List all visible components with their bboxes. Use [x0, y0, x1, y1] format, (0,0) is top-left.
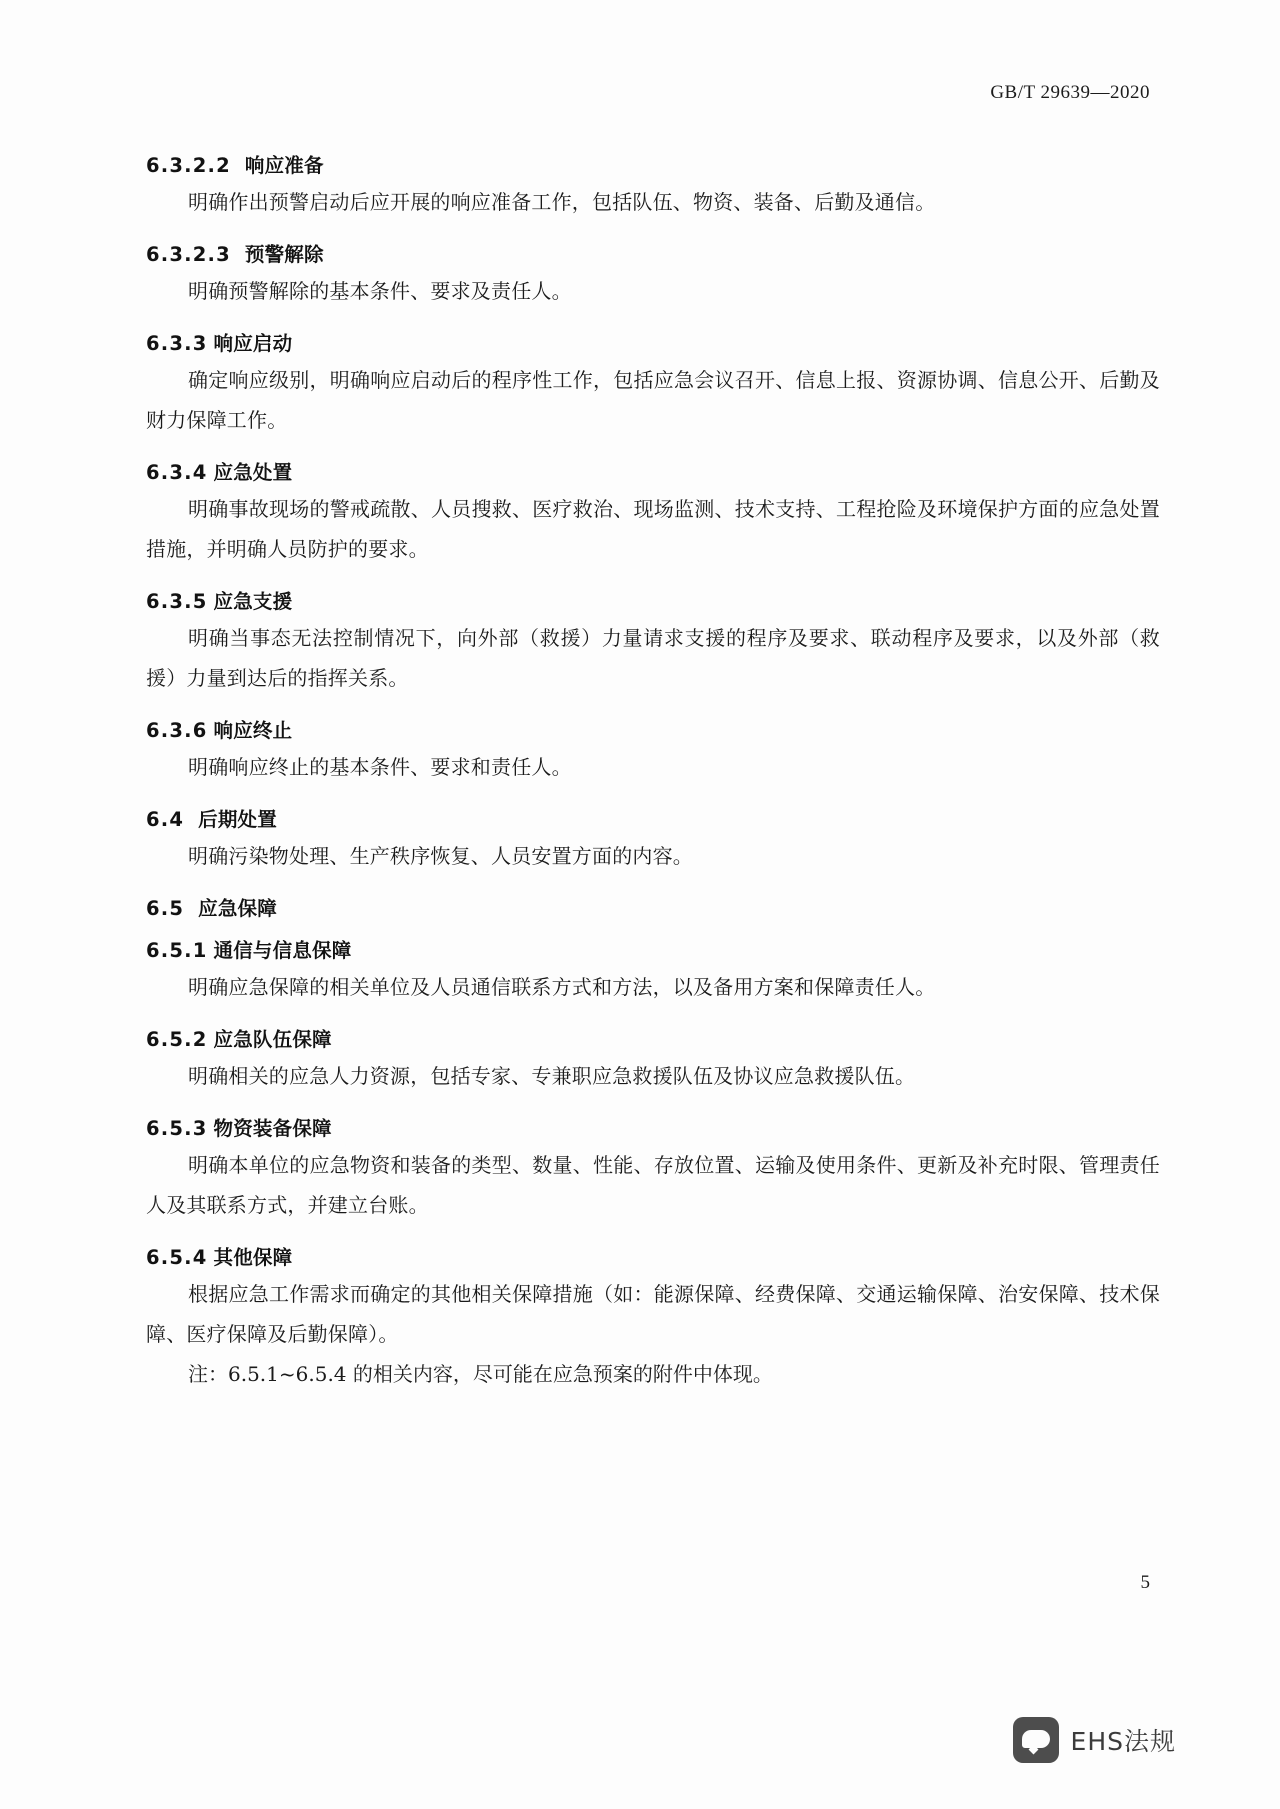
section-paragraph: 明确响应终止的基本条件、要求和责任人。 [188, 755, 572, 779]
section-heading: 6.4 后期处置 [146, 808, 277, 831]
section-title: 应急队伍保障 [213, 1028, 332, 1051]
section-heading: 6.5.2 应急队伍保障 [146, 1028, 332, 1051]
section-heading: 6.3.4 应急处置 [146, 461, 293, 484]
section-title: 其他保障 [213, 1246, 293, 1269]
section-paragraph: 明确作出预警启动后应开展的响应准备工作，包括队伍、物资、装备、后勤及通信。 [188, 190, 936, 214]
section-paragraph: 根据应急工作需求而确定的其他相关保障措施（如：能源保障、经费保障、交通运输保障、治安保障、技术保障、医疗保障及后勤保障）。 [146, 1282, 1160, 1346]
section-note: 注：6.5.1~6.5.4 的相关内容，尽可能在应急预案的附件中体现。 [188, 1362, 773, 1386]
section-title: 响应准备 [244, 154, 324, 177]
section-title: 通信与信息保障 [213, 939, 352, 962]
section-6-5 [146, 893, 1160, 921]
section-title: 物资装备保障 [213, 1117, 332, 1140]
section-paragraph: 确定响应级别，明确响应启动后的程序性工作，包括应急会议召开、信息上报、资源协调、信息公开、后勤及财力保障工作。 [146, 368, 1160, 432]
section-heading: 6.5.4 其他保障 [146, 1246, 293, 1269]
section-title: 后期处置 [198, 808, 277, 831]
section-paragraph: 明确当事态无法控制情况下，向外部（救援）力量请求支援的程序及要求、联动程序及要求，以及外部（救援）力量到达后的指挥关系。 [146, 626, 1160, 690]
section-title: 应急处置 [213, 461, 293, 484]
section-6-3-2-2 [146, 150, 1160, 222]
section-6-3-6 [146, 715, 1160, 787]
section-paragraph: 明确污染物处理、生产秩序恢复、人员安置方面的内容。 [188, 844, 693, 868]
section-heading: 6.5 应急保障 [146, 897, 277, 920]
section-heading: 6.5.1 通信与信息保障 [146, 939, 352, 962]
section-6-3-3 [146, 328, 1160, 440]
page-header-standard-number: GB/T 29639—2020 [990, 82, 1150, 103]
section-heading: 6.3.6 响应终止 [146, 719, 293, 742]
section-heading: 6.3.3 响应启动 [146, 332, 293, 355]
section-title: 响应终止 [213, 719, 293, 742]
section-title: 应急保障 [198, 897, 277, 920]
section-6-3-2-3 [146, 239, 1160, 311]
section-paragraph: 明确本单位的应急物资和装备的类型、数量、性能、存放位置、运输及使用条件、更新及补充时限、管理责任人及其联系方式，并建立台账。 [146, 1153, 1160, 1217]
section-heading: 6.3.5 应急支援 [146, 590, 293, 613]
section-paragraph: 明确预警解除的基本条件、要求及责任人。 [188, 279, 572, 303]
section-6-5-2 [146, 1024, 1160, 1096]
section-title: 应急支援 [213, 590, 293, 613]
page-number: 5 [1140, 1572, 1150, 1593]
section-heading: 6.3.2.2 响应准备 [146, 154, 324, 177]
section-paragraph: 明确应急保障的相关单位及人员通信联系方式和方法，以及备用方案和保障责任人。 [188, 975, 936, 999]
section-title: 预警解除 [244, 243, 324, 266]
section-6-3-5 [146, 586, 1160, 698]
section-6-5-4 [146, 1242, 1160, 1394]
section-paragraph: 明确相关的应急人力资源，包括专家、专兼职应急救援队伍及协议应急救援队伍。 [188, 1064, 916, 1088]
wechat-logo-icon [1013, 1717, 1059, 1763]
section-paragraph: 明确事故现场的警戒疏散、人员搜救、医疗救治、现场监测、技术支持、工程抢险及环境保护方面的应急处置措施，并明确人员防护的要求。 [146, 497, 1160, 561]
section-heading: 6.5.3 物资装备保障 [146, 1117, 332, 1140]
section-6-5-3 [146, 1113, 1160, 1225]
watermark-label: EHS法规 [1070, 1727, 1176, 1756]
section-6-5-1 [146, 935, 1160, 1007]
watermark [1013, 1717, 1176, 1763]
section-heading: 6.3.2.3 预警解除 [146, 243, 324, 266]
section-title: 响应启动 [213, 332, 293, 355]
section-6-4 [146, 804, 1160, 876]
section-6-3-4 [146, 457, 1160, 569]
document-body [146, 150, 1160, 1411]
